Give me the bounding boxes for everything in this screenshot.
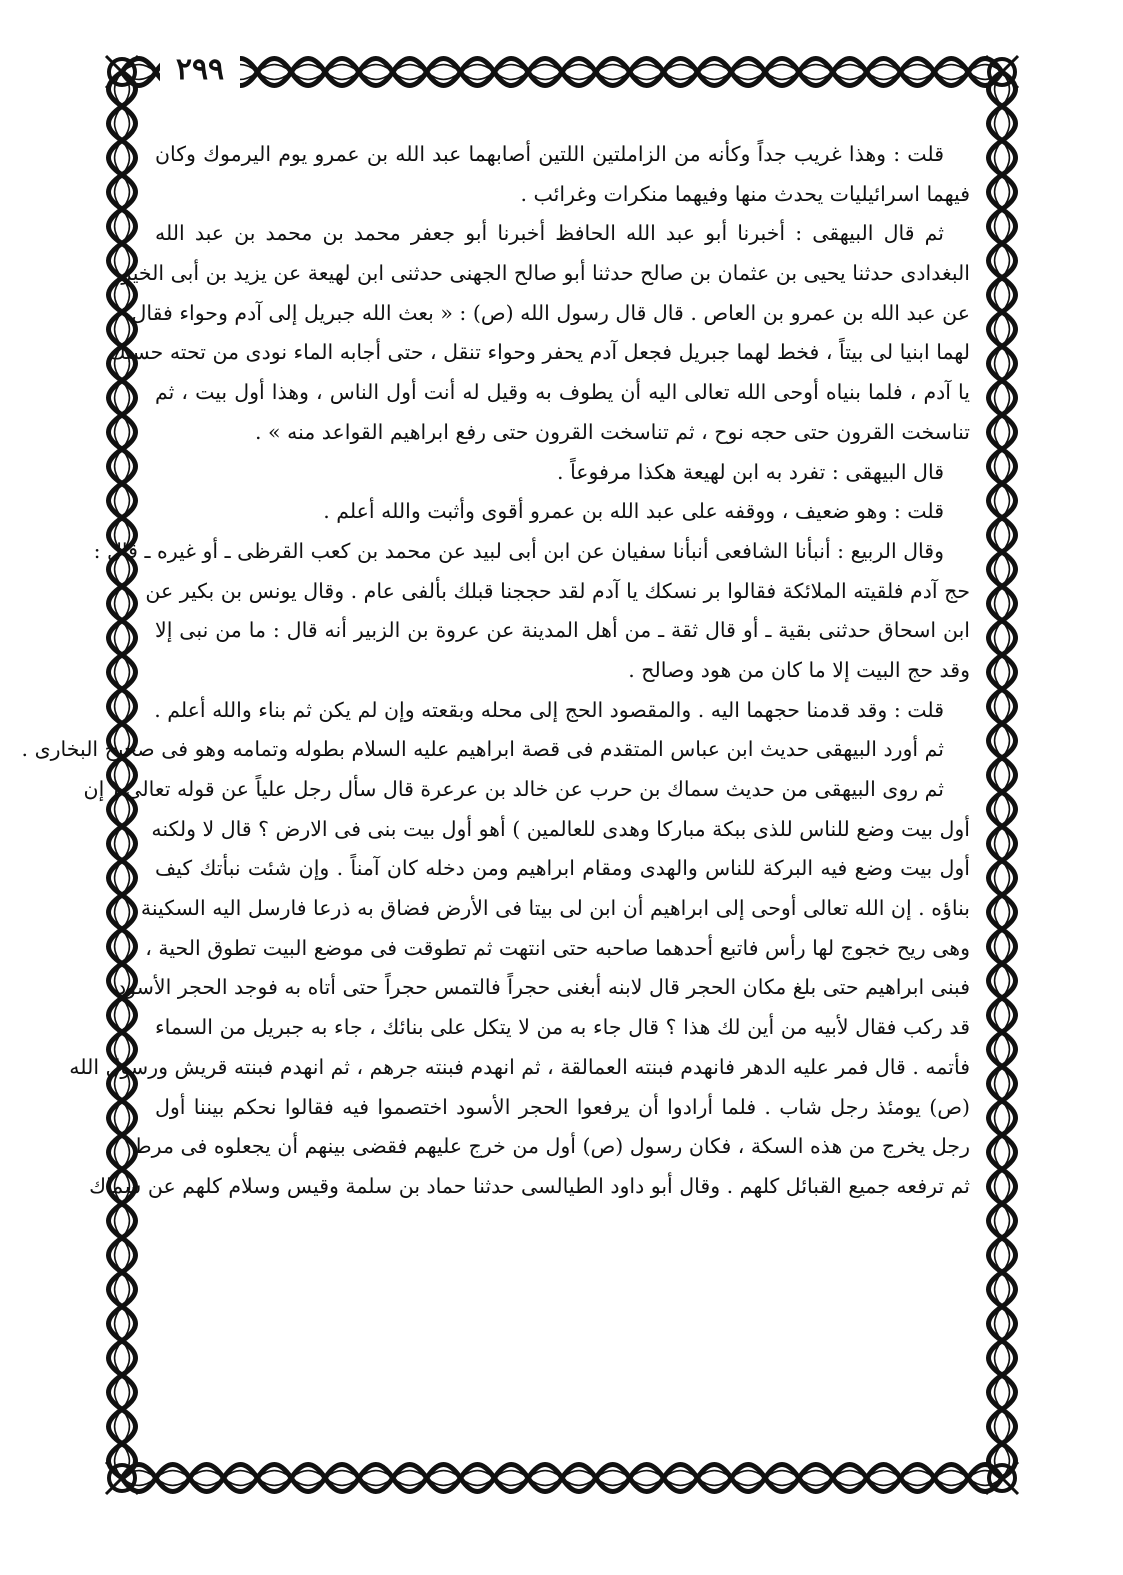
page-number: ٢٩٩ [160,50,240,90]
text-line: (ص) يومئذ رجل شاب . فلما أرادوا أن يرفعوا الحجر الأسود اختصموا فيه فقالوا نحكم بيننا أول [155,1094,970,1119]
text-line: يا آدم ، فلما بنياه أوحى الله تعالى اليه أن يطوف به وقيل له أنت أول الناس ، وهذا أول بيت ، ثم [155,380,970,405]
text-line: قد ركب فقال لأبيه من أين لك هذا ؟ قال جاء به من لا يتكل على بنائك ، جاء به جبريل من السماء [155,1015,970,1040]
text-line: قلت : وهذا غريب جداً وكأنه من الزاملتين اللتين أصابهما عبد الله بن عمرو يوم اليرموك وكان [155,142,944,166]
text-line: بناؤه . إن الله تعالى أوحى إلى ابراهيم أن ابن لى بيتا فى الأرض فضاق به ذرعا فارسل اليه السكينة [140,896,970,921]
text-line: فأتمه . قال فمر عليه الدهر فانهدم فبنته العمالقة ، ثم انهدم فبنته جرهم ، ثم انهدم فبنته قريش ورسول الله [69,1054,970,1079]
text-line: ابن اسحاق حدثنى بقية ـ أو قال ثقة ـ من أهل المدينة عن عروة بن الزبير أنه قال : ما من نبى إلا [155,618,970,643]
text-line: قلت : وهو ضعيف ، ووقفه على عبد الله بن عمرو أقوى وأثبت والله أعلم . [323,499,944,524]
text-line: لهما ابنيا لى بيتاً ، فخط لهما جبريل فجعل آدم يحفر وحواء تنقل ، حتى أجابه الماء نودى من تحته حسبك [108,340,970,365]
text-line: ثم قال البيهقى : أخبرنا أبو عبد الله الحافظ أخبرنا أبو جعفر محمد بن محمد بن عبد الله [155,221,944,246]
text-line: فيهما اسرائيليات يحدث منها وفيهما منكرات وغرائب . [520,181,970,206]
text-line: وهى ريح خجوج لها رأس فاتبع أحدهما صاحبه حتى انتهت ثم تطوقت فى موضع البيت تطوق الحية ، [145,935,970,960]
text-line: ثم أورد البيهقى حديث ابن عباس المتقدم فى قصة ابراهيم عليه السلام بطوله وتمامه وهو فى صحيح البخارى . [21,737,944,762]
text-line: أول بيت وضع فيه البركة للناس والهدى ومقام ابراهيم ومن دخله كان آمناً . وإن شئت نبأتك كيف [155,856,970,881]
text-line: وقال الربيع : أنبأنا الشافعى أنبأنا سفيان عن ابن أبى لبيد عن محمد بن كعب القرظى ـ أو غيره ـ قال : [93,538,944,563]
text-line: وقد حج البيت إلا ما كان من هود وصالح . [628,657,970,682]
text-line: قال البيهقى : تفرد به ابن لهيعة هكذا مرفوعاً . [557,459,944,484]
text-line: فبنى ابراهيم حتى بلغ مكان الحجر قال لابنه أبغنى حجراً فالتمس حجراً حتى أتاه به فوجد الحجر الأسود [117,975,970,1000]
text-line: ثم روى البيهقى من حديث سماك بن حرب عن خالد بن عرعرة قال سأل رجل علياً عن قوله تعالى ( إن [83,777,944,801]
text-line: قلت : وقد قدمنا حجهما اليه . والمقصود الحج إلى محله وبقعته وإن لم يكن ثم بناء والله أعلم . [154,697,944,722]
text-line: ثم ترفعه جميع القبائل كلهم . وقال أبو داود الطيالسى حدثنا حماد بن سلمة وقيس وسلام كلهم عن سماك [89,1173,970,1198]
text-line: عن عبد الله بن عمرو بن العاص . قال قال رسول الله (ص) : « بعث الله جبريل إلى آدم وحواء فقال [131,300,970,325]
text-line: البغدادى حدثنا يحيى بن عثمان بن صالح حدثنا أبو صالح الجهنى حدثنى ابن لهيعة عن يزيد بن أبى الخير [121,261,970,286]
text-line: أول بيت وضع للناس للذى ببكة مباركا وهدى للعالمين ) أهو أول بيت بنى فى الارض ؟ قال لا ولكنه [151,816,970,841]
text-line: حج آدم فلقيته الملائكة فقالوا بر نسكك يا آدم لقد حججنا قبلك بألفى عام . وقال يونس بن بكير عن [145,578,970,603]
text-line: رجل يخرج من هذه السكة ، فكان رسول (ص) أول من خرج عليهم فقضى بينهم أن يجعلوه فى مرط [132,1134,970,1159]
text-line: تناسخت القرون حتى حجه نوح ، ثم تناسخت القرون حتى رفع ابراهيم القواعد منه » . [255,419,970,444]
page-body-text [21,135,970,1405]
